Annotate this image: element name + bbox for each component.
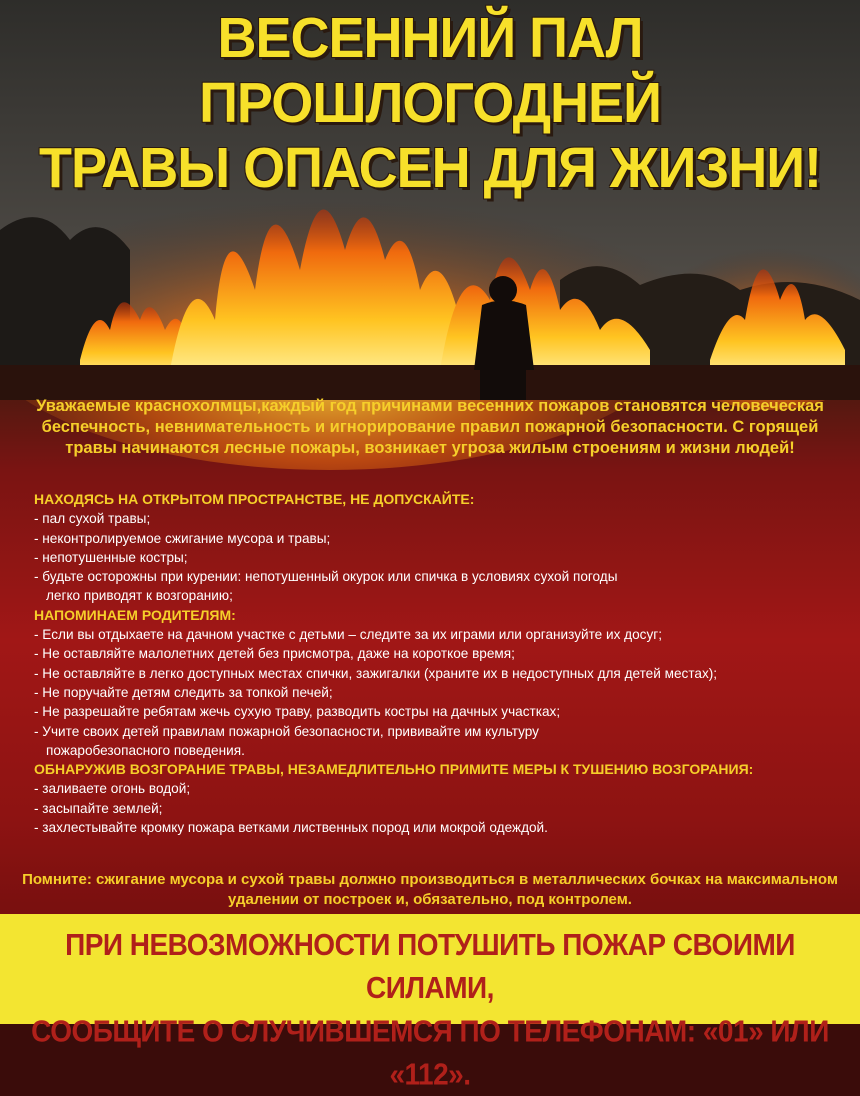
list-item: - будьте осторожны при курении: непотушенный окурок или спичка в условиях сухой погоды <box>34 569 618 585</box>
list-item: - пал сухой травы; <box>34 511 151 527</box>
reminder-note: Помните: сжигание мусора и сухой травы должно производиться в металлических бочках на максимальном удалении от построек и, обязательно, под контролем. <box>22 871 838 908</box>
list-item: - Не оставляйте малолетних детей без присмотра, даже на короткое время; <box>34 646 515 662</box>
list-item: - неконтролируемое сжигание мусора и травы; <box>34 530 331 546</box>
list-item: - Не разрешайте ребятам жечь сухую траву, разводить костры на дачных участках; <box>34 704 561 720</box>
footer-line-2: СООБЩИТЕ О СЛУЧИВШЕМСЯ ПО ТЕЛЕФОНАМ: «01» ИЛИ «112». <box>31 1014 829 1091</box>
headline-line-1: ВЕСЕННИЙ ПАЛ ПРОШЛОГОДНЕЙ <box>199 6 661 135</box>
section-extinguish <box>34 760 834 837</box>
poster-headline <box>0 5 860 200</box>
list-item: - непотушенные костры; <box>34 549 188 565</box>
list-item: - засыпайте землей; <box>34 800 163 816</box>
instruction-list <box>34 509 834 605</box>
safety-instructions <box>34 490 834 837</box>
headline-line-2: ТРАВЫ ОПАСЕН ДЛЯ ЖИЗНИ! <box>38 136 822 200</box>
list-item: - Если вы отдыхаете на дачном участке с детьми – следите за их играми или организуйте их досуг; <box>34 627 662 643</box>
list-item: - захлестывайте кромку пожара ветками лиственных пород или мокрой одеждой. <box>34 820 548 836</box>
emergency-call-message <box>0 924 860 1096</box>
intro-paragraph: Уважаемые краснохолмцы,каждый год причинами весенних пожаров становятся человеческая беспечность, невнимательность и игнорирование правил пожарной безопасности. С горящей травы начинаются лесные пожары, возникает угроза жилым строениям и жизни людей! <box>36 397 824 457</box>
list-item: пожаробезопасного поведения. <box>46 742 245 758</box>
burnt-ground <box>0 365 860 400</box>
section-title: НАХОДЯСЬ НА ОТКРЫТОМ ПРОСТРАНСТВЕ, НЕ ДОПУСКАЙТЕ: <box>34 491 475 507</box>
section-parents <box>34 606 834 760</box>
list-item: - заливаете огонь водой; <box>34 781 191 797</box>
section-open-space <box>34 490 834 606</box>
footer-line-1: ПРИ НЕВОЗМОЖНОСТИ ПОТУШИТЬ ПОЖАР СВОИМИ СИЛАМИ, <box>65 927 795 1005</box>
section-title: НАПОМИНАЕМ РОДИТЕЛЯМ: <box>34 606 236 623</box>
list-item: легко приводят к возгоранию; <box>46 588 233 604</box>
list-item: - Не поручайте детям следить за топкой печей; <box>34 684 333 700</box>
section-title: ОБНАРУЖИВ ВОЗГОРАНИЕ ТРАВЫ, НЕЗАМЕДЛИТЕЛЬНО ПРИМИТЕ МЕРЫ К ТУШЕНИЮ ВОЗГОРАНИЯ: <box>34 761 754 778</box>
instruction-list <box>34 625 834 760</box>
list-item: - Учите своих детей правилам пожарной безопасности, прививайте им культуру <box>34 723 539 739</box>
instruction-list <box>34 779 834 837</box>
list-item: - Не оставляйте в легко доступных местах спички, зажигалки (храните их в недоступных для детей местах); <box>34 665 718 681</box>
